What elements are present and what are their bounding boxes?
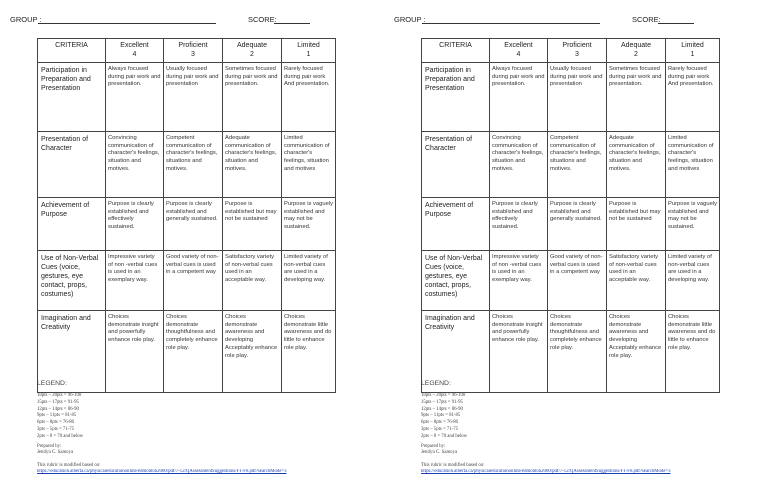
column-header-adequate: Adequate 2 — [607, 39, 666, 63]
table-row — [38, 251, 336, 311]
rubric-table — [37, 38, 336, 393]
rubric-table — [421, 38, 720, 393]
proficient-cell: Choices demonstrate thoughtfulness and completely enhance role play. — [164, 311, 223, 393]
criteria-cell: Participation in Preparation and Presentation — [422, 63, 490, 132]
group-label: GROUP : — [394, 15, 426, 24]
table-row — [38, 132, 336, 198]
source-note: This rubric is modified based on: — [421, 463, 485, 469]
adequate-cell: Purpose is established but may not be sustained — [607, 198, 666, 251]
proficient-cell: Good variety of non-verbal cues is used in a competent way — [548, 251, 607, 311]
group-blank-line — [422, 23, 600, 24]
prepared-by-name: Jenilyn C. Samoya — [421, 449, 458, 455]
legend-item: 3pts – 5pts = 71-75 — [421, 426, 459, 432]
column-header-adequate: Adequate 2 — [223, 39, 282, 63]
rubric-sheet-right — [384, 0, 768, 503]
table-header-row — [38, 39, 336, 63]
prepared-by-label: Prepared by: — [421, 443, 446, 449]
legend-block — [37, 380, 337, 476]
criteria-cell: Achievement of Purpose — [38, 198, 106, 251]
header-row — [394, 15, 754, 29]
excellent-cell: Convincing communication of character's feelings, situation and motives. — [106, 132, 164, 198]
limited-cell: Limited variety of non-verbal cues are used in a developing way. — [666, 251, 720, 311]
column-header-excellent: Excellent 4 — [106, 39, 164, 63]
proficient-cell: Competent communication of character's feelings, situations and motives. — [164, 132, 223, 198]
column-header-criteria: CRITERIA — [422, 39, 490, 63]
proficient-cell: Competent communication of character's feelings, situations and motives. — [548, 132, 607, 198]
criteria-cell: Use of Non-Verbal Cues (voice, gestures, eye contact, props, costumes) — [38, 251, 106, 311]
excellent-cell: Always focused during pair work and presentation. — [490, 63, 548, 132]
limited-cell: Limited communication of character's feelings, situation and motives — [666, 132, 720, 198]
score-blank-line — [658, 23, 694, 24]
column-header-proficient: Proficient 3 — [164, 39, 223, 63]
column-header-criteria: CRITERIA — [38, 39, 106, 63]
table-row — [422, 198, 720, 251]
excellent-cell: Always focused during pair work and presentation. — [106, 63, 164, 132]
proficient-cell: Good variety of non-verbal cues is used in a competent way — [164, 251, 223, 311]
legend-item: 15pts – 17pts = 91-95 — [37, 399, 79, 405]
legend-item: 12pts – 14pts = 86-90 — [421, 406, 463, 412]
criteria-cell: Imagination and Creativity — [38, 311, 106, 393]
legend-block — [421, 380, 721, 476]
legend-item: 9pts – 11pts = 81-85 — [37, 413, 77, 419]
criteria-cell: Participation in Preparation and Presentation — [38, 63, 106, 132]
excellent-cell: Purpose is clearly established and effectively sustained. — [490, 198, 548, 251]
column-header-excellent: Excellent 4 — [490, 39, 548, 63]
limited-cell: Limited variety of non-verbal cues are used in a developing way. — [282, 251, 336, 311]
legend-item: 6pts – 8pts = 76-80 — [37, 420, 75, 426]
excellent-cell: Purpose is clearly established and effectively sustained. — [106, 198, 164, 251]
legend-item: 2pts – 0 = 70 and below — [421, 433, 468, 439]
excellent-cell: Convincing communication of character's feelings, situation and motives. — [490, 132, 548, 198]
adequate-cell: Choices demonstrate awareness and developing Acceptably enhance role play. — [223, 311, 282, 393]
legend-item: 18pts – 20pts = 96-100 — [37, 393, 82, 398]
adequate-cell: Sometimes focused during pair work and presentation. — [607, 63, 666, 132]
column-header-proficient: Proficient 3 — [548, 39, 607, 63]
header-row — [10, 15, 370, 29]
group-label: GROUP : — [10, 15, 42, 24]
legend-item: 15pts – 17pts = 91-95 — [421, 399, 463, 405]
source-link[interactable]: https://education.alberta.ca/physicaleducationonline/edmonton2000/pdf/7-12/QAssessmentSuggestions/F1-F6.pdf?searchMode=3 — [421, 469, 671, 475]
source-note: This rubric is modified based on: — [37, 463, 101, 469]
adequate-cell: Purpose is established but may not be sustained — [223, 198, 282, 251]
criteria-cell: Presentation of Character — [38, 132, 106, 198]
table-row — [38, 63, 336, 132]
limited-cell: Purpose is vaguely established and may not be sustained. — [666, 198, 720, 251]
table-row — [38, 198, 336, 251]
proficient-cell: Usually focused during pair work and presentation — [164, 63, 223, 132]
column-header-limited: Limited 1 — [282, 39, 336, 63]
score-blank-line — [274, 23, 310, 24]
table-row — [422, 63, 720, 132]
prepared-by-label: Prepared by: — [37, 443, 62, 449]
source-link[interactable]: https://education.alberta.ca/physicaleducationonline/edmonton2000/pdf/7-12/QAssessmentSuggestions/F1-F6.pdf?searchMode=3 — [37, 469, 287, 475]
legend-item: 3pts – 5pts = 71-75 — [37, 426, 75, 432]
adequate-cell: Choices demonstrate awareness and developing Acceptably enhance role play. — [607, 311, 666, 393]
limited-cell: Choices demonstrate little awareness and do little to enhance role play. — [282, 311, 336, 393]
legend-title: LEGEND: — [421, 380, 451, 387]
legend-item: 9pts – 11pts = 81-85 — [421, 413, 461, 419]
criteria-cell: Imagination and Creativity — [422, 311, 490, 393]
proficient-cell: Purpose is clearly established and generally sustained. — [164, 198, 223, 251]
proficient-cell: Usually focused during pair work and presentation — [548, 63, 607, 132]
excellent-cell: Choices demonstrate insight and powerfully enhance role play. — [490, 311, 548, 393]
score-label: SCORE: — [632, 15, 661, 24]
adequate-cell: Adequate communication of character's feelings, situation and motives. — [223, 132, 282, 198]
adequate-cell: Satisfactory variety of non-verbal cues used in an acceptable way. — [223, 251, 282, 311]
score-label: SCORE: — [248, 15, 277, 24]
legend-title: LEGEND: — [37, 380, 67, 387]
table-row — [422, 132, 720, 198]
criteria-cell: Presentation of Character — [422, 132, 490, 198]
excellent-cell: Impressive variety of non -verbal cues is used in an exemplary way. — [106, 251, 164, 311]
group-blank-line — [38, 23, 216, 24]
limited-cell: Limited communication of character's feelings, situation and motives — [282, 132, 336, 198]
column-header-limited: Limited 1 — [666, 39, 720, 63]
legend-item: 18pts – 20pts = 96-100 — [421, 393, 466, 398]
limited-cell: Rarely focused during pair work And presentation. — [282, 63, 336, 132]
prepared-by-name: Jenilyn C. Samoya — [37, 449, 74, 455]
limited-cell: Purpose is vaguely established and may not be sustained. — [282, 198, 336, 251]
table-header-row — [422, 39, 720, 63]
adequate-cell: Adequate communication of character's feelings, situation and motives. — [607, 132, 666, 198]
legend-item: 2pts – 0 = 70 and below — [37, 433, 84, 439]
proficient-cell: Choices demonstrate thoughtfulness and completely enhance role play. — [548, 311, 607, 393]
excellent-cell: Choices demonstrate insight and powerfully enhance role play. — [106, 311, 164, 393]
criteria-cell: Achievement of Purpose — [422, 198, 490, 251]
legend-item: 12pts – 14pts = 86-90 — [37, 406, 79, 412]
adequate-cell: Satisfactory variety of non-verbal cues used in an acceptable way. — [607, 251, 666, 311]
proficient-cell: Purpose is clearly established and generally sustained. — [548, 198, 607, 251]
excellent-cell: Impressive variety of non -verbal cues is used in an exemplary way. — [490, 251, 548, 311]
criteria-cell: Use of Non-Verbal Cues (voice, gestures, eye contact, props, costumes) — [422, 251, 490, 311]
table-row — [422, 251, 720, 311]
limited-cell: Choices demonstrate little awareness and do little to enhance role play. — [666, 311, 720, 393]
adequate-cell: Sometimes focused during pair work and presentation. — [223, 63, 282, 132]
limited-cell: Rarely focused during pair work And presentation. — [666, 63, 720, 132]
legend-item: 6pts – 8pts = 76-80 — [421, 420, 459, 426]
